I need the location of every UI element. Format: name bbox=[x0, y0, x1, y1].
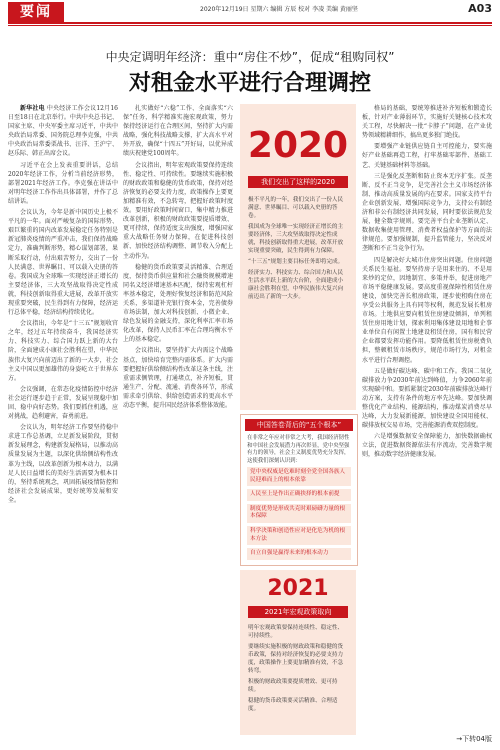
article-paragraph: 三是强化反垄断和防止资本无序扩张。反垄断、反不正当竞争，是完善社会主义市场经济体制、推动高质量发展的内在要求。国家支持平台企业创新发展、增强国际竞争力，支持公有制经济和非公有制经济共同发展，同时要依法规范发展，健全数字规则。要完善平台企业垄断认定、数据收集使用管理、消费者权益保护等方面的法律规范。要加强规制，提升监管能力，坚决反对垄断和不正当竞争行为。 bbox=[362, 172, 492, 253]
panel-five-list bbox=[247, 467, 351, 563]
article-paragraph: 格局的基础，要统筹推进补齐短板和锻造长板，针对产业薄弱环节，实施好关键核心技术攻关工程，尽快解决一批“卡脖子”问题，在产业优势领域精耕细作，搞出更多独门绝技。 bbox=[362, 105, 492, 140]
list-item: 人民至上是作出正确抉择的根本前提 bbox=[247, 489, 351, 501]
panel-five-heading: 中国答卷背后的“五个根本” bbox=[245, 419, 353, 431]
page-number: A03 bbox=[468, 2, 492, 15]
panel-2021 bbox=[240, 570, 356, 735]
article-paragraph: 五是做好碳达峰、碳中和工作。我国二氧化碳排放力争2030年前达到峰值，力争2060年前实现碳中和。要抓紧制定2030年前碳排放达峰行动方案，支持有条件的地方率先达峰。要加快调整优化产业结构、能源结构，推动煤炭消费尽早达峰，大力发展新能源，加快建设全国用能权、碳排放权交易市场，完善能源消费双控制度。 bbox=[362, 367, 492, 430]
article-paragraph: 会议指出，要坚持扩大内需这个战略基点，加快培育完整内需体系。扩大内需要把握好供给侧结构性改革这条主线，注重需求侧管理，打通堵点，补齐短板，贯通生产、分配、流通、消费各环节，形成需求牵引供给、供给创造需求的更高水平动态平衡，提升国民经济体系整体效能。 bbox=[123, 347, 233, 409]
date-line: 2020年12月19日 星期六 编辑 方辰 校对 李凌 美编 黄丽坚 bbox=[200, 6, 358, 13]
header-rule bbox=[8, 22, 492, 24]
panel-paragraph: 我国成为全球唯一实现经济正增长的主要经济体，三大攻坚战取得决定性成就，科技创新取得重大进展，改革开放实现重要突破，民生得到有力保障。 bbox=[248, 224, 344, 254]
article-paragraph: 要增强产业链供应链自主可控能力，要实施好产业基础再造工程，打牢基础零部件、基础工艺、关键基础材料等基础。 bbox=[362, 143, 492, 169]
section-tag: 要闻 bbox=[8, 2, 64, 22]
panel-2020-year: 2020 bbox=[247, 125, 349, 166]
continued-link[interactable]: →下转04版 bbox=[456, 735, 492, 743]
header-rule-thin bbox=[8, 25, 492, 26]
article-paragraph: 会议强调，在常态化疫情防控中经济社会运行逐步趋于正常，发展呈现稳中加固、稳中向好态势。我们要抓住机遇，应对挑战，趋利避害，奋勇前进。 bbox=[8, 385, 118, 421]
article-paragraph: 会议指出，明年宏观政策要保持连续性、稳定性、可持续性。要继续实施积极的财政政策和稳健的货币政策，保持对经济恢复的必要支持力度，政策操作上要更加精准有效，不急转弯，把握好政策时度效。要用好政策时间窗口，集中精力推进改革创新，积极的财政政策要提质增效、更可持续，保持适度支出强度，增强国家重大战略任务财力保障，在促进科技创新、加快经济结构调整、调节收入分配上主动作为。 bbox=[123, 161, 233, 260]
article-title: 对租金水平进行合理调控 bbox=[128, 71, 371, 96]
article-paragraph: 稳健的货币政策要灵活精准、合理适度，保持货币供应量和社会融资规模增速同名义经济增速基本匹配，保持宏观杠杆率基本稳定，处理好恢复经济和防范风险关系，多渠道补充银行资本金，完善债券市场法制，加大对科技创新、小微企业、绿色发展的金融支持，深化利率汇率市场化改革，保持人民币汇率在合理均衡水平上的基本稳定。 bbox=[123, 263, 233, 344]
article-paragraph: 会议认为，明年经济工作要坚持稳中求进工作总基调，立足新发展阶段，贯彻新发展理念，构建新发展格局，以推动高质量发展为主题，以深化供给侧结构性改革为主线，以改革创新为根本动力，以满足人民日益增长的美好生活需要为根本目的，坚持系统观念，巩固拓展疫情防控和经济社会发展成果，更好统筹发展和安全。 bbox=[8, 424, 118, 504]
article-column-1 bbox=[8, 104, 118, 740]
panel-five-fundamentals bbox=[240, 414, 358, 566]
article-paragraph: 会议认为，今年是新中国历史上极不平凡的一年。面对严峻复杂的国际形势、艰巨繁重的国内改革发展稳定任务特别是新冠肺炎疫情的严重冲击，我们保持战略定力，准确判断形势，精心谋划部署，果断采取行动，付出艰苦努力，交出了一份人民满意、世界瞩目、可以载入史册的答卷。我国成为全球唯一实现经济正增长的主要经济体，三大攻坚战取得决定性成就，科技创新取得重大进展，改革开放实现重要突破，民生得到有力保障，经济运行总体平稳，经济结构持续优化。 bbox=[8, 209, 118, 317]
paragraph-text: 中央经济工作会议12月16日至18日在北京举行。中共中央总书记、国家主席、中央军委主席习近平，中共中央政治局常委、国务院总理李克强，中共中央政治局常委栗战书、汪洋、王沪宁、赵乐际、韩正出席会议。 bbox=[8, 105, 118, 158]
article-paragraph: 习近平在会上发表重要讲话，总结2020年经济工作，分析当前经济形势，部署2021年经济工作。李克强在讲话中对明年经济工作作出具体部署，并作了总结讲话。 bbox=[8, 161, 118, 205]
article-column-2 bbox=[123, 104, 233, 740]
article-paragraph bbox=[8, 104, 118, 159]
panel-2020-banner: 我们交出了这样的2020 bbox=[248, 176, 348, 188]
list-item: 制度优势是形成共克时艰磅礴力量的根本保障 bbox=[247, 504, 351, 523]
article-paragraph: 扎实做好“六稳”工作、全面落实“六保”任务，科学精准实施宏观政策，努力保持经济运行在合理区间，坚持扩大内需战略，强化科技战略支撑，扩大高水平对外开放，确保“十四五”开好局，以优异成绩庆祝建党100周年。 bbox=[123, 105, 233, 158]
page-header bbox=[0, 0, 500, 26]
article-paragraph: 会议指出，今年是“十三五”规划收官之年，经过五年持续奋斗，我国经济实力、科技实力、综合国力跃上新的大台阶，全面建成小康社会胜利在望，中华民族伟大复兴向前迈出了新的一大步，社会主义中国以更加雄伟的身姿屹立于世界东方。 bbox=[8, 320, 118, 382]
panel-2021-banner: 2021年宏观政策取向 bbox=[248, 606, 348, 618]
byline: 新华社电 bbox=[20, 105, 45, 112]
list-item: 党中央权威是危难时刻全党全国各族人民迎难而上的根本依靠 bbox=[247, 467, 351, 486]
article-subtitle: 中央定调明年经济：重中“房住不炒”，促成“租购同权” bbox=[105, 50, 395, 64]
panel-2021-year: 2021 bbox=[267, 576, 329, 601]
article-column-4 bbox=[362, 104, 492, 740]
list-item: 自立自强是赢得未来的根本动力 bbox=[247, 548, 351, 560]
panel-paragraph: 积极的财政政策要提质增效、更可持续。 bbox=[248, 679, 338, 693]
panel-2020-text bbox=[248, 196, 348, 402]
panel-paragraph: “十三五”规划主要目标任务即将完成。 bbox=[248, 259, 344, 265]
panel-2020 bbox=[240, 104, 356, 410]
panel-paragraph: 极不平凡的一年，我们交出了一份人民满意、世界瞩目、可以载入史册的答卷。 bbox=[248, 197, 344, 219]
panel-paragraph: 稳健的货币政策要灵活精准、合理适度。 bbox=[248, 698, 338, 712]
list-item: 科学决策和创造性应对是化危为机的根本方法 bbox=[247, 526, 351, 545]
panel-paragraph: 要继续实施积极的财政政策和稳健的货币政策，保持对经济恢复的必要支持力度，政策操作上要更加精准有效，不急转弯。 bbox=[248, 644, 344, 674]
panel-five-intro: 在非常之年应对非常之大考，我国经济韧性和中国社会发展潜力再次彰显，党中央坚强有力的领导，社会主义制度优势充分发挥，这使我们深刻认识到： bbox=[247, 435, 350, 464]
panel-paragraph: 明年宏观政策要保持连续性、稳定性、可持续性。 bbox=[248, 625, 344, 639]
article-paragraph: 六是增强数据安全保障能力，加快数据确权立法，促进数据资源依法有序流动，完善数字规则，推动数字经济健康发展。 bbox=[362, 433, 492, 459]
panel-paragraph: 经济实力、科技实力、综合国力和人民生活水平跃上新的大台阶，全面建成小康社会胜利在望，中华民族伟大复兴向前迈出了新的一大步。 bbox=[248, 270, 344, 300]
article-paragraph: 四是解决好大城市住房突出问题。住房问题关系民生福祉。要坚持房子是用来住的、不是用来炒的定位，因地制宜、多策并举，促进房地产市场平稳健康发展。要高度重视保障性租赁住房建设，加快完善长租房政策，逐步使租购住房在享受公共服务上具有同等权利，规范发展长租房市场。土地供应要向租赁住房建设倾斜，单列租赁住房用地计划，探索利用集体建设用地和企事业单位自有闲置土地建设租赁住房，国有和民营企业都要发挥功能作用。要降低租赁住房税费负担，整顿租赁市场秩序，规范市场行为，对租金水平进行合理调控。 bbox=[362, 256, 492, 364]
panel-2021-text bbox=[248, 624, 348, 728]
